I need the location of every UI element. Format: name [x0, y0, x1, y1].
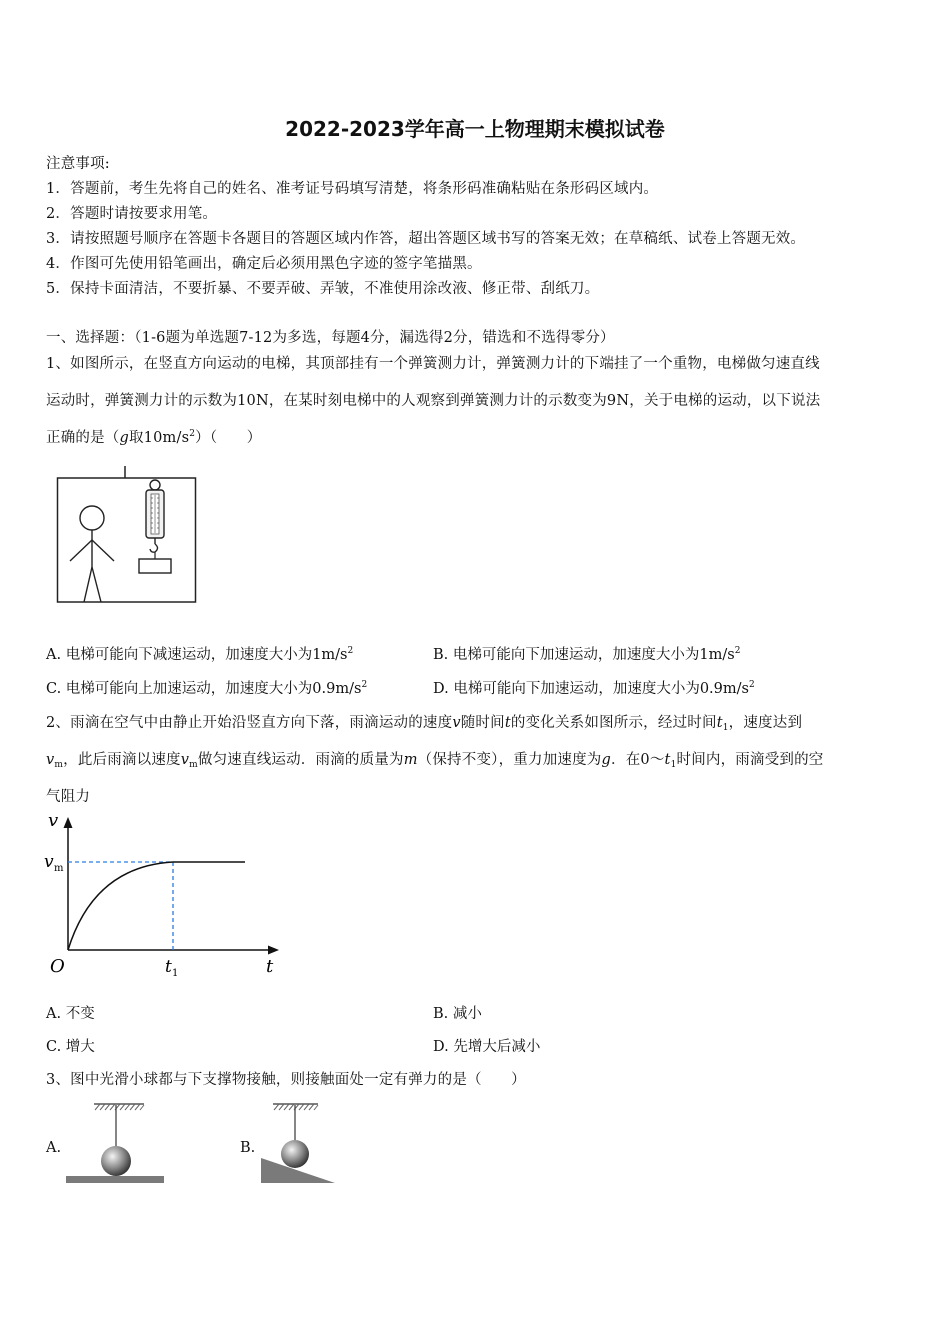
graph-y-axis-label: v	[48, 810, 59, 831]
q2-option-c[interactable]: C. 增大	[46, 1039, 95, 1055]
q3-figure-a	[64, 1100, 166, 1186]
q1-option-a[interactable]: A. 电梯可能向下减速运动，加速度大小为$1m/s^2$	[46, 646, 354, 663]
q3-stem: 3、图中光滑小球都与下支撑物接触，则接触面处一定有弹力的是（ ）	[46, 1072, 526, 1088]
section-heading: 一、选择题：（1-6题为单选题7-12为多选，每题4分，漏选得2分，错选和不选得零分）	[46, 330, 615, 346]
notice-item-5: 5．保持卡面清洁，不要折暴、不要弄破、弄皱，不准使用涂改液、修正带、刮纸刀。	[46, 281, 600, 297]
q1-option-c[interactable]: C. 电梯可能向上加速运动，加速度大小为$0.9m/s^2$	[46, 680, 368, 697]
notice-item-1: 1．答题前，考生先将自己的姓名、准考证号码填写清楚，将条形码准确粘贴在条形码区域内。	[46, 181, 659, 197]
q2-option-b[interactable]: B. 减小	[433, 1006, 482, 1022]
q2-stem-line-3: 气阻力	[46, 789, 91, 805]
q3-figure-b	[258, 1100, 338, 1186]
q3-figure-b-label: B.	[240, 1140, 256, 1156]
q2-option-a[interactable]: A. 不变	[46, 1006, 95, 1022]
page-title: 2022-2023学年高一上物理期末模拟试卷	[285, 117, 665, 141]
graph-t1-label: t	[165, 957, 172, 977]
q2-stem-line-1: 2、雨滴在空气中由静止开始沿竖直方向下落，雨滴运动的速度v随时间t的变化关系如图所示，经过时间$t_1$，速度达到	[46, 715, 803, 733]
q1-stem-line-2: 运动时，弹簧测力计的示数为10N，在某时刻电梯中的人观察到弹簧测力计的示数变为9N，关于电梯的运动，以下说法	[46, 393, 821, 409]
graph-origin-label: O	[50, 956, 65, 977]
notice-item-4: 4．作图可先使用铅笔画出，确定后必须用黑色字迹的签字笔描黑。	[46, 256, 482, 272]
elevator-figure	[56, 464, 198, 604]
q2-option-d[interactable]: D. 先增大后减小	[433, 1039, 541, 1055]
graph-x-axis-label: t	[266, 956, 274, 977]
graph-vm-label: v	[44, 852, 54, 872]
q1-option-d[interactable]: D. 电梯可能向下加速运动，加速度大小为$0.9m/s^2$	[433, 680, 755, 697]
q1-stem-line-1: 1、如图所示，在竖直方向运动的电梯，其顶部挂有一个弹簧测力计，弹簧测力计的下端挂了一个重物，电梯做匀速直线	[46, 356, 820, 372]
graph-vm-sub: m	[54, 863, 64, 874]
q1-stem-line-3: 正确的是（g取$10m/s^2$）（ ）	[46, 429, 262, 446]
q3-figure-a-label: A.	[46, 1140, 62, 1156]
notice-item-3: 3．请按照题号顺序在答题卡各题目的答题区域内作答，超出答题区域书写的答案无效；在草稿纸、试卷上答题无效。	[46, 231, 806, 247]
q1-option-b[interactable]: B. 电梯可能向下加速运动，加速度大小为$1m/s^2$	[433, 646, 741, 663]
q2-stem-line-2: $v_m$，此后雨滴以速度$v_m$做匀速直线运动．雨滴的质量为m（保持不变），重力加速度为g．在$0\sim t_1$时间内，雨滴受到的空	[46, 752, 824, 770]
notice-heading: 注意事项:	[46, 156, 110, 172]
velocity-time-graph	[40, 810, 290, 980]
notice-item-2: 2．答题时请按要求用笔。	[46, 206, 218, 222]
graph-t1-sub: 1	[172, 968, 179, 979]
